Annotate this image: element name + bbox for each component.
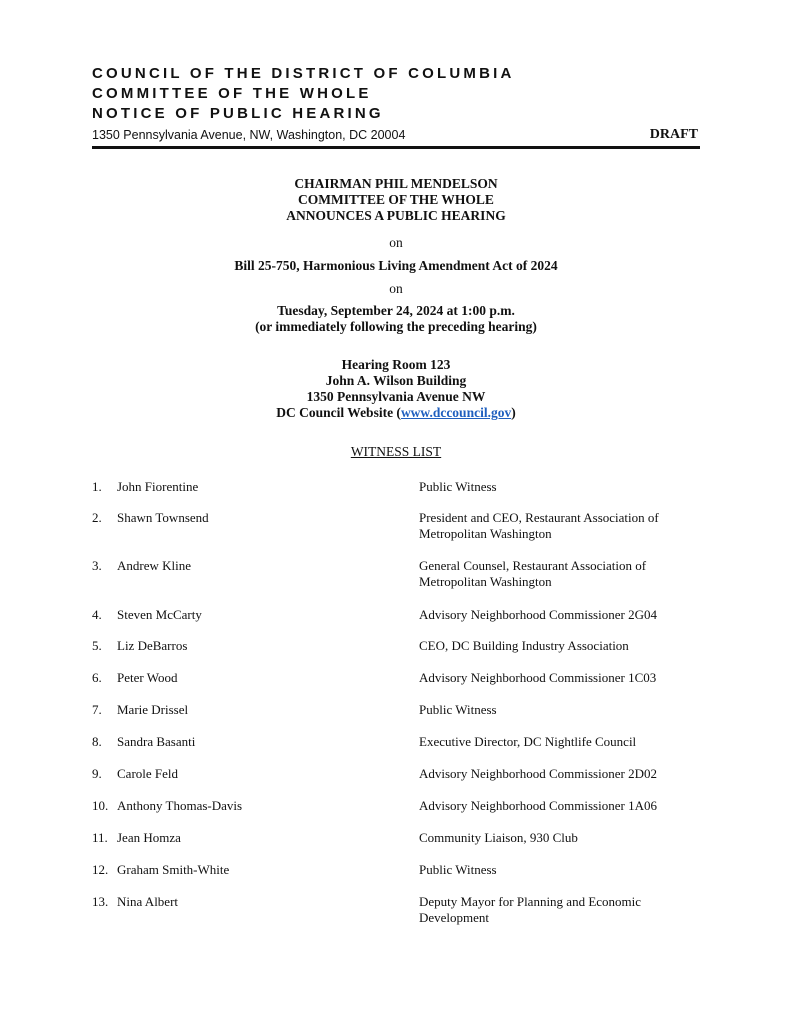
notice-title: NOTICE OF PUBLIC HEARING (92, 105, 384, 122)
witness-role: President and CEO, Restaurant Association of Metropolitan Washington (419, 510, 659, 541)
council-title: COUNCIL OF THE DISTRICT OF COLUMBIA (92, 65, 515, 82)
witness-number: 12. (92, 862, 109, 877)
witness-list-heading (92, 444, 700, 460)
witness-role: CEO, DC Building Industry Association (419, 638, 629, 653)
announcement-block (92, 176, 700, 224)
hearing-room: Hearing Room 123 (341, 357, 451, 372)
address-row (92, 126, 700, 146)
street-address: 1350 Pennsylvania Avenue NW (306, 389, 486, 404)
witness-name: Liz DeBarros (117, 638, 188, 653)
committee-line: COMMITTEE OF THE WHOLE (298, 192, 494, 207)
witness-role: Public Witness (419, 479, 497, 494)
witness-name: Shawn Townsend (117, 510, 209, 525)
website-line (92, 405, 700, 421)
witness-role: Advisory Neighborhood Commissioner 2D02 (419, 766, 657, 781)
witness-role: Public Witness (419, 862, 497, 877)
committee-title: COMMITTEE OF THE WHOLE (92, 85, 372, 102)
witness-number: 3. (92, 558, 102, 573)
witness-name: Andrew Kline (117, 558, 192, 573)
hearing-note: (or immediately following the preceding hearing) (255, 319, 537, 334)
witness-list-title: WITNESS LIST (350, 444, 442, 459)
witness-name: Steven McCarty (117, 607, 202, 622)
witness-number: 11. (92, 830, 108, 845)
witness-role: Advisory Neighborhood Commissioner 1A06 (419, 798, 657, 813)
header-divider (92, 146, 700, 149)
witness-name: John Fiorentine (117, 479, 199, 494)
witness-number: 10. (92, 798, 109, 813)
on-text-2: on (389, 281, 403, 296)
hearing-date: Tuesday, September 24, 2024 at 1:00 p.m. (277, 303, 515, 318)
witness-role: Advisory Neighborhood Commissioner 1C03 (419, 670, 657, 685)
location-block (92, 357, 700, 421)
witness-role: Public Witness (419, 702, 497, 717)
witness-name: Marie Drissel (117, 702, 189, 717)
witness-role: General Counsel, Restaurant Association of Metropolitan Washington (419, 558, 647, 589)
on-text-1: on (389, 235, 403, 250)
witness-number: 7. (92, 702, 102, 717)
witness-number: 8. (92, 734, 102, 749)
bill-title: Bill 25-750, Harmonious Living Amendment Act of 2024 (234, 258, 558, 273)
draft-label: DRAFT (649, 127, 698, 142)
website-link[interactable]: www.dccouncil.gov (400, 405, 512, 420)
building-name: John A. Wilson Building (325, 373, 467, 388)
witness-name: Nina Albert (117, 894, 179, 909)
witness-name: Jean Homza (117, 830, 181, 845)
witness-name: Sandra Basanti (117, 734, 196, 749)
witness-number: 5. (92, 638, 102, 653)
chairman-line: CHAIRMAN PHIL MENDELSON (294, 176, 498, 191)
witness-number: 6. (92, 670, 102, 685)
witness-number: 13. (92, 894, 109, 909)
witness-number: 4. (92, 607, 102, 622)
hearing-date-block (92, 303, 700, 335)
council-address: 1350 Pennsylvania Avenue, NW, Washington, DC 20004 (92, 128, 406, 142)
witness-role: Deputy Mayor for Planning and Economic Development (419, 894, 642, 925)
witness-name: Graham Smith-White (117, 862, 230, 877)
witness-number: 1. (92, 479, 102, 494)
witness-role: Community Liaison, 930 Club (419, 830, 578, 845)
witness-role: Advisory Neighborhood Commissioner 2G04 (419, 607, 657, 622)
website-prefix: DC Council Website ( (276, 405, 401, 420)
witness-number: 2. (92, 510, 102, 525)
witness-name: Anthony Thomas-Davis (117, 798, 243, 813)
announces-line: ANNOUNCES A PUBLIC HEARING (286, 208, 506, 223)
witness-name: Carole Feld (117, 766, 179, 781)
witness-name: Peter Wood (117, 670, 178, 685)
website-suffix: ) (511, 405, 516, 420)
document-header (92, 64, 700, 146)
witness-role: Executive Director, DC Nightlife Council (419, 734, 637, 749)
witness-number: 9. (92, 766, 102, 781)
